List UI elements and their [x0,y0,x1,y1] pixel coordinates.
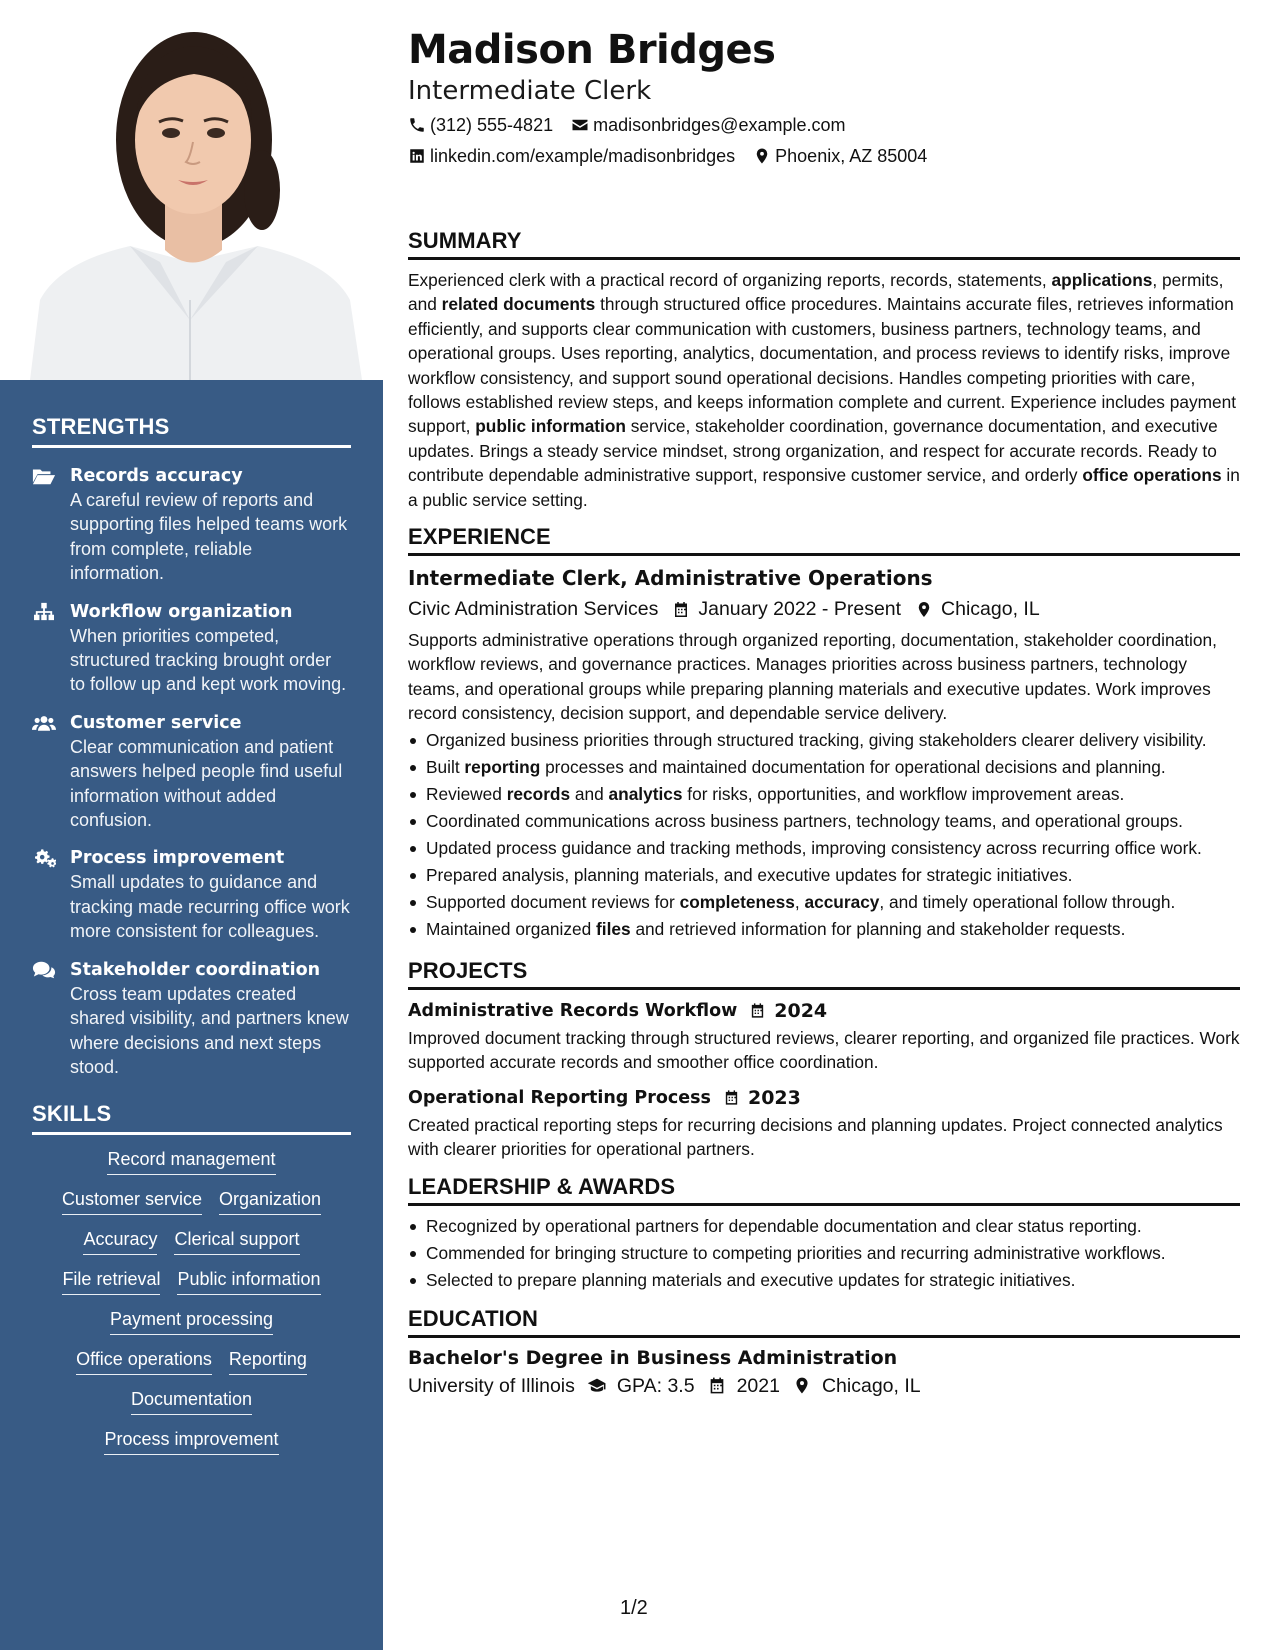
candidate-name: Madison Bridges [408,27,776,73]
leadership-bullet: Commended for bringing structure to competing priorities and recurring administrative workflows. [408,1241,1240,1265]
comments-icon [32,960,56,980]
skills-heading: SKILLS [32,1101,351,1135]
sidebar-content [32,380,351,1455]
project-name: Administrative Records Workflow [408,1000,738,1021]
project-item [408,998,1240,1075]
linkedin-icon [408,147,426,165]
experience-bullets [408,728,1240,941]
calendar-icon [749,1001,766,1020]
school-name: University of Illinois [408,1374,575,1397]
page-number: 1/2 [620,1597,648,1619]
skill-row [32,1307,351,1335]
text-run: for risks, opportunities, and workflow improvement areas. [682,784,1125,805]
linkedin-text: linkedin.com/example/madisonbridges [430,146,736,166]
text-run: Reviewed [426,784,507,805]
experience-bullet [408,755,1240,779]
calendar-icon [723,1088,740,1107]
skill-tag: Customer service [62,1187,202,1215]
school-location: Chicago, IL [821,1374,921,1397]
keyword-bold: reporting [464,757,541,778]
map-pin-icon [792,1376,812,1395]
text-run: Maintained organized [426,919,597,940]
email-text: madisonbridges@example.com [593,115,846,135]
text-run: processes and maintained documentation for operational decisions and planning. [540,757,1166,778]
strength-description: When priorities competed, structured tracking brought order to follow up and kept work moving. [70,625,347,695]
graduation-year: 2021 [736,1374,780,1397]
skill-row [32,1267,351,1295]
strength-item [32,958,351,1080]
text-run: , permits, and [408,270,1224,315]
linkedin-contact[interactable] [408,144,735,168]
text-run: Updated process guidance and tracking methods, improving consistency across recurring office work. [426,838,1202,859]
skill-tag: Organization [219,1187,321,1215]
job-dates: January 2022 - Present [698,598,902,621]
contact-row [408,113,1240,137]
folder-open-icon [32,466,56,486]
strengths-list [32,464,351,1079]
experience-bullet [408,809,1240,833]
skill-tag: Accuracy [83,1227,157,1255]
skill-tag: Clerical support [174,1227,299,1255]
project-header [408,1085,1240,1111]
leadership-bullet: Selected to prepare planning materials and executive updates for strategic initiatives. [408,1268,1240,1292]
text-run: , and timely operational follow through. [879,892,1176,913]
keyword-bold: completeness [679,892,795,913]
leadership-bullets [408,1214,1240,1292]
leadership-heading: LEADERSHIP & AWARDS [408,1174,1240,1206]
phone-contact[interactable] [408,113,553,137]
education-meta [408,1372,1240,1400]
skill-tag: Office operations [76,1347,212,1375]
calendar-icon [672,600,690,619]
skill-row [32,1187,351,1215]
skill-row [32,1387,351,1415]
skill-tag: Documentation [131,1387,252,1415]
experience-heading: EXPERIENCE [408,524,1240,556]
skill-row [32,1147,351,1175]
skill-tag: Reporting [229,1347,307,1375]
contact-row [408,144,1240,168]
experience-bullet [408,782,1240,806]
project-description: Improved document tracking through structured reviews, clearer reporting, and organized file practices. Work supported accurate records and smoother office coordination. [408,1027,1240,1073]
keyword-bold: records [506,784,571,805]
company-name: Civic Administration Services [408,598,659,621]
text-run: and retrieved information for planning and stakeholder requests. [630,919,1126,940]
phone-text: (312) 555-4821 [430,115,554,135]
experience-bullet [408,917,1240,941]
skills-list [32,1147,351,1455]
text-run: Prepared analysis, planning materials, and executive updates for strategic initiatives. [426,865,1073,886]
project-item [408,1085,1240,1162]
strength-item [32,711,351,833]
envelope-icon [571,116,589,134]
strength-item [32,464,351,586]
skill-row [32,1347,351,1375]
summary-text [408,268,1240,512]
projects-heading: PROJECTS [408,958,1240,990]
education-heading: EDUCATION [408,1306,1240,1338]
portrait-illustration [0,0,383,380]
skill-row [32,1227,351,1255]
degree-name: Bachelor's Degree in Business Administration [408,1346,898,1369]
location-text: Phoenix, AZ 85004 [775,146,928,166]
summary-heading: SUMMARY [408,228,1240,260]
text-run: and [570,784,609,805]
skill-tag: Payment processing [110,1307,273,1335]
job-title: Intermediate Clerk, Administrative Operations [408,566,933,591]
text-run: in a public service setting. [408,465,1240,510]
strength-name: Process improvement [70,848,285,869]
text-run: Built [426,757,465,778]
main-content [408,0,1240,1400]
keyword-bold: public information [475,416,626,437]
skill-tag: File retrieval [62,1267,160,1295]
text-run: Experienced clerk with a practical record of organizing reports, records, statements, [408,270,1052,290]
job-meta [408,595,1240,623]
strength-description: Small updates to guidance and tracking made recurring office work more consistent for colleagues. [70,872,350,942]
users-icon [32,713,56,733]
map-pin-icon [915,600,933,619]
job-description: Supports administrative operations through organized reporting, documentation, stakeholder coordination, workflow reviews, and governance practices. Manages priorities across business partners, technology teams, and operational groups while preparing planning materials and executive updates. Work improves record consistency, decision support, and dependable service delivery. [408,630,1217,724]
text-run: Supported document reviews for [426,892,680,913]
phone-icon [408,116,426,134]
gears-icon [32,848,56,868]
project-description: Created practical reporting steps for recurring decisions and planning updates. Project connected analytics with clearer priorities for operational partners. [408,1114,1223,1159]
keyword-bold: analytics [608,784,683,805]
sitemap-icon [32,602,56,622]
keyword-bold: files [596,919,631,940]
location-contact [753,144,927,168]
text-run: Organized business priorities through structured tracking, giving stakeholders clearer delivery visibility. [426,730,1207,751]
strength-description: Clear communication and patient answers helped people find useful information without added confusion. [70,736,343,831]
keyword-bold: accuracy [804,892,880,913]
skill-tag: Process improvement [104,1427,278,1455]
calendar-icon [707,1376,727,1395]
skill-tag: Record management [107,1147,275,1175]
text-run: , [794,892,805,913]
project-header [408,998,1240,1024]
email-contact[interactable] [571,113,845,137]
graduation-cap-icon [587,1376,607,1395]
strength-description: Cross team updates created shared visibility, and partners knew where decisions and next steps stood. [70,983,349,1077]
project-year: 2024 [774,999,828,1022]
strength-name: Stakeholder coordination [70,959,321,980]
strength-name: Records accuracy [70,466,243,486]
strength-item [32,846,351,943]
skill-row [32,1427,351,1455]
experience-bullet [408,728,1240,752]
job-location: Chicago, IL [941,598,1040,621]
strength-name: Workflow organization [70,601,293,622]
text-run: Coordinated communications across business partners, technology teams, and operational groups. [426,811,1183,832]
strength-description: A careful review of reports and supporting files helped teams work from complete, reliable information. [70,490,348,584]
experience-bullet [408,863,1240,887]
map-pin-icon [753,147,771,165]
profile-photo [0,0,383,380]
candidate-role: Intermediate Clerk [408,76,652,106]
strengths-heading: STRENGTHS [32,414,351,448]
project-name: Operational Reporting Process [408,1087,711,1108]
keyword-bold: related documents [441,294,596,315]
leadership-bullet: Recognized by operational partners for dependable documentation and clear status reporting. [408,1214,1240,1238]
experience-bullet [408,836,1240,860]
strength-name: Customer service [70,712,242,733]
experience-bullet [408,890,1240,914]
keyword-bold: office operations [1082,465,1222,486]
projects-list [408,998,1240,1162]
text-run: service, stakeholder coordination, governance documentation, and executive updates. Brings a steady service mindset, strong organization, and respect for accurate records. Ready to contribute dependable administrative support, responsive customer service, and orderly [408,416,1218,486]
project-year: 2023 [747,1086,801,1109]
keyword-bold: applications [1051,270,1153,290]
skill-tag: Public information [177,1267,320,1295]
sidebar [0,0,383,1650]
strength-item [32,600,351,697]
gpa-text: GPA: 3.5 [616,1374,695,1397]
text-run: through structured office procedures. Maintains accurate files, retrieves information efficiently, and supports clear communication with customers, business partners, technology teams, and operational groups. Uses reporting, analytics, documentation, and process reviews to identify risks, improve workflow consistency, and support sound operational decisions. Handles competing priorities with care, follows established review steps, and keeps information complete and current. Experience includes payment support, [408,294,1237,437]
